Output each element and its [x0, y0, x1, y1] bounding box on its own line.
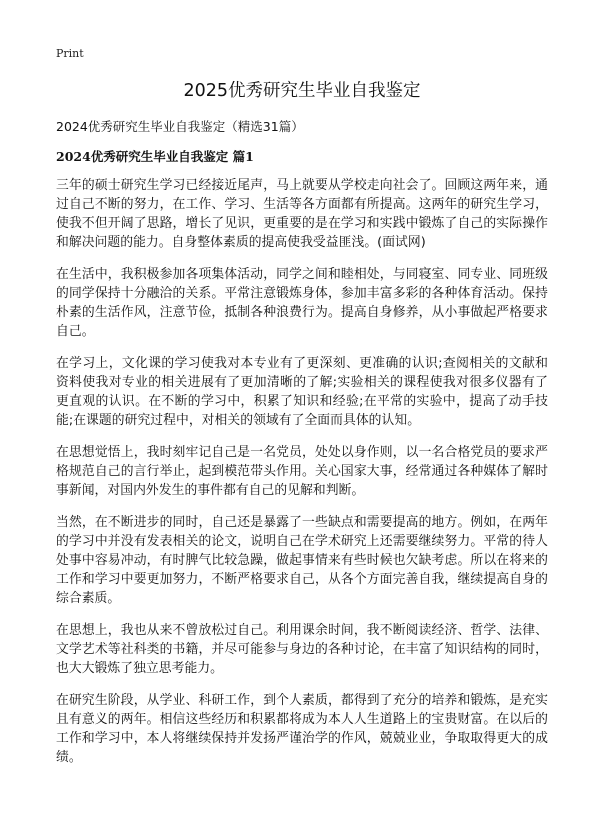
paragraph: 当然，在不断进步的同时，自己还是暴露了一些缺点和需要提高的地方。例如，在两年的学习中并没有发表相关的论文，说明自己在学术研究上还需要继续努力。平常的待人处事中容易冲动，有时脾气比较急躁，做起事情来有些时候也欠缺考虑。所以在将来的工作和学习中要更加努力，不断严格要求自己，从各个方面完善自我，继续提高自身的综合素质。 [56, 515, 548, 606]
paragraph: 在思想觉悟上，我时刻牢记自己是一名党员，处处以身作则，以一名合格党员的要求严格规范自己的言行举止，起到模范带头作用。关心国家大事，经常通过各种媒体了解时事新闻，对国内外发生的事件都有自己的见解和判断。 [56, 445, 548, 498]
paragraph: 在学习上，文化课的学习使我对本专业有了更深刻、更准确的认识;查阅相关的文献和资料使我对专业的相关进展有了更加清晰的了解;实验相关的课程使我对很多仪器有了更直观的认识。在不断的学习中，积累了知识和经验;在平常的实验中，提高了动手技能;在课题的研究过程中，对相关的领域有了全面而具体的认知。 [56, 356, 548, 428]
document-title: 2025优秀研究生毕业自我鉴定 [183, 81, 421, 101]
document-subtitle: 2024优秀研究生毕业自我鉴定（精选31篇） [56, 119, 304, 134]
section-heading: 2024优秀研究生毕业自我鉴定 篇1 [56, 149, 254, 164]
paragraph: 在生活中，我积极参加各项集体活动，同学之间和睦相处，与同寝室、同专业、同班级的同学保持十分融洽的关系。平常注意锻炼身体，参加丰富多彩的各种体育活动。保持朴素的生活作风，注意节俭，抵制各种浪费行为。提高自身修养，从小事做起严格要求自己。 [56, 267, 548, 339]
print-link[interactable]: Print [56, 47, 84, 60]
paragraph: 在思想上，我也从来不曾放松过自己。利用课余时间，我不断阅读经济、哲学、法律、文学艺术等社科类的书籍，并尽可能参与身边的各种讨论，在丰富了知识结构的同时，也大大锻炼了独立思考能力。 [56, 623, 548, 676]
document-body [56, 78, 548, 780]
paragraph: 三年的硕士研究生学习已经接近尾声，马上就要从学校走向社会了。回顾这两年来，通过自己不断的努力，在工作、学习、生活等各方面都有所提高。这两年的研究生学习，使我不但开阔了思路，增长了见识，更重要的是在学习和实践中锻炼了自己的实际操作和解决问题的能力。自身整体素质的提高使我受益匪浅。(面试网) [56, 178, 548, 250]
paragraph: 在研究生阶段，从学业、科研工作，到个人素质，都得到了充分的培养和锻炼，是充实且有意义的两年。相信这些经历和积累都将成为本人人生道路上的宝贵财富。在以后的工作和学习中，本人将继续保持并发扬严谨治学的作风，兢兢业业，争取取得更大的成绩。 [56, 693, 548, 765]
